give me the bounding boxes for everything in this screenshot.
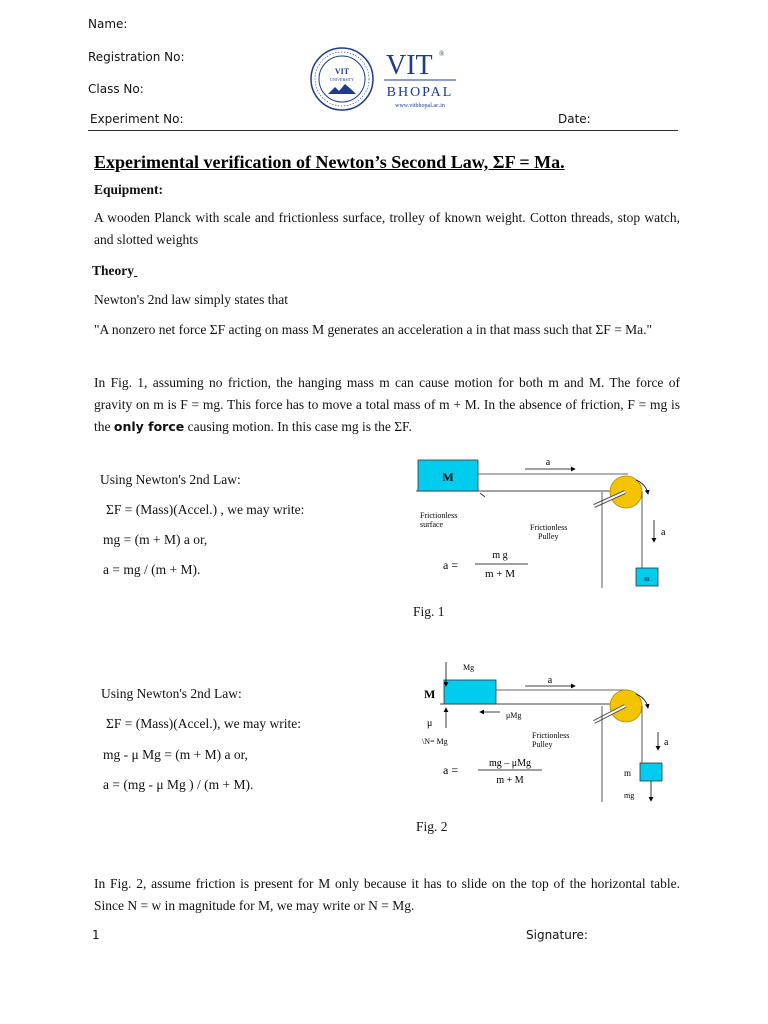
block1-line4: a = mg / (m + M).: [103, 562, 201, 577]
header-rule: [88, 130, 678, 131]
fig2-a-right: a: [664, 737, 669, 748]
fig2-mu: μ: [427, 718, 433, 729]
page-title: Experimental verification of Newton’s Second Law, ΣF = Ma.: [94, 152, 565, 172]
block1-line3: mg = (m + M) a or,: [103, 532, 208, 547]
brand-url: www.vitbhopal.ac.in: [395, 103, 445, 109]
fig2-M-label: M: [424, 687, 436, 701]
fig2-Mg-top: Mg: [463, 663, 475, 672]
fig2-eq-den: m + M: [496, 775, 524, 786]
fig2-m-label: m: [624, 768, 632, 778]
seal-sub: UNIVERSITY: [330, 77, 354, 82]
block2-line4: a = (mg - μ Mg ) / (m + M).: [103, 777, 254, 792]
fig2-paragraph: In Fig. 2, assume friction is present for M only because it has to slide on the top of the horizontal table. Since N = w in magnitude for M, we may write or N = Mg.: [94, 876, 680, 913]
equipment-text: A wooden Planck with scale and frictionless surface, trolley of known weight. Cotton threads, stop watch, and slotted weights: [94, 210, 680, 247]
fig2-eq-num: mg – μMg: [488, 758, 532, 769]
reg-mark: ®: [439, 50, 445, 58]
mass-m-block: [640, 763, 662, 781]
theory-heading: [92, 260, 137, 282]
block1-line2: ΣF = (Mass)(Accel.) , we may write:: [106, 502, 305, 517]
fig1-a-top: a: [545, 457, 551, 468]
figure-2: [410, 656, 680, 806]
equipment-heading: Equipment:: [94, 182, 164, 197]
mass-m-label: m: [644, 575, 650, 583]
fig2-caption: Fig. 2: [416, 819, 448, 834]
fig1-a-right: a: [661, 527, 666, 538]
fig2-a-top: a: [547, 675, 553, 686]
fig2-frictionless-pulley-2: Pulley: [532, 740, 553, 749]
theory-heading-text: Theory: [92, 263, 134, 278]
fig2-eq-lhs: a =: [443, 763, 459, 777]
theory-quote: "A nonzero net force ΣF acting on mass M generates an acceleration a in that mass such that ΣF = Ma.": [94, 322, 653, 337]
block2-line2: ΣF = (Mass)(Accel.), we may write:: [106, 716, 302, 731]
date-label: Date:: [558, 112, 591, 126]
fig1-paragraph-a: In Fig. 1, assuming no friction, the hanging mass m can cause motion for both m and M. The force of gravity on m is F = mg. This force has to move a total mass of m + M. In the absence of friction, F = mg is the: [94, 375, 680, 434]
fig1-paragraph-b: causing motion. In this case mg is the ΣF.: [184, 419, 412, 434]
signature-label: Signature:: [526, 928, 588, 942]
fig2-muMg: μMg: [506, 711, 522, 720]
figure-1: [410, 450, 680, 592]
fig1-eq-lhs: a =: [443, 558, 459, 572]
fig1-eq-num: m g: [492, 550, 508, 561]
page-number: 1: [92, 928, 100, 942]
brand-sub: BHOPAL: [386, 85, 454, 100]
fig1-paragraph: [94, 372, 680, 438]
frictionless-surface-1: Frictionless: [420, 511, 458, 520]
experiment-label: Experiment No:: [90, 112, 184, 126]
fig1-caption: Fig. 1: [413, 604, 445, 619]
block1-line1: Using Newton's 2nd Law:: [100, 472, 241, 487]
frictionless-pulley-2: Pulley: [538, 532, 559, 541]
fig2-mg-label: mg: [624, 791, 635, 800]
fig1-eq-den: m + M: [484, 568, 516, 580]
fig2-normal: \N= Mg: [422, 737, 448, 746]
class-label: Class No:: [88, 82, 144, 96]
block2-line1: Using Newton's 2nd Law:: [101, 686, 242, 701]
theory-intro: Newton's 2nd law simply states that: [94, 292, 289, 307]
mass-M-block: [444, 680, 496, 704]
mass-M-label: M: [442, 470, 454, 484]
vit-bhopal-logo: [308, 44, 468, 114]
registration-label: Registration No:: [88, 50, 185, 64]
frictionless-surface-2: surface: [420, 520, 444, 529]
fig2-frictionless-pulley-1: Frictionless: [532, 731, 570, 740]
frictionless-pulley-1: Frictionless: [530, 523, 568, 532]
name-label: Name:: [88, 17, 128, 31]
fig1-paragraph-bold: only force: [113, 419, 185, 434]
seal-text: VIT: [334, 67, 350, 76]
block2-line3: mg - μ Mg = (m + M) a or,: [103, 747, 248, 762]
brand-text: VIT: [386, 50, 433, 81]
university-seal-icon: [311, 48, 373, 110]
